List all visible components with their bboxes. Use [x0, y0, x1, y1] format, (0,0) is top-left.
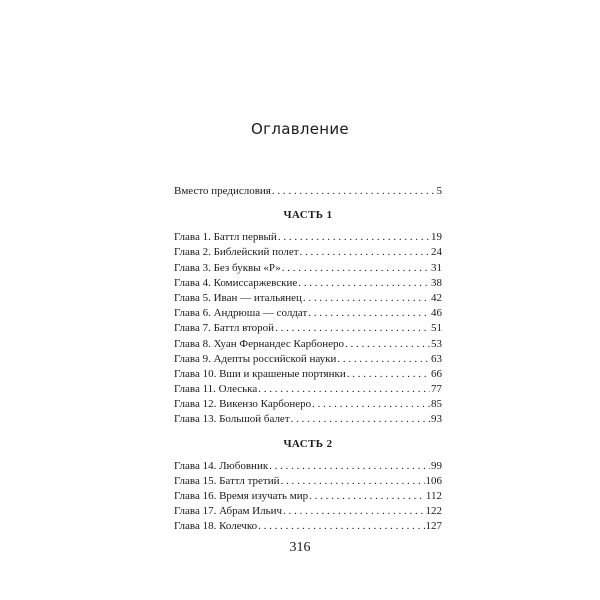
toc-entry	[174, 504, 442, 519]
dot-leader	[272, 184, 436, 199]
toc-entry-page: 24	[431, 246, 442, 259]
toc-entry-page: 106	[425, 474, 442, 487]
toc-entry	[174, 474, 442, 489]
toc-entry-page: 63	[431, 352, 442, 365]
dot-leader	[308, 306, 430, 321]
toc-entry-label: Глава 13. Большой балет	[174, 413, 290, 426]
toc-entry-label: Глава 16. Время изучать мир	[174, 490, 309, 502]
toc-entry-page: 85	[431, 398, 442, 411]
toc-entry-page: 46	[431, 307, 442, 320]
toc-entry-label: Глава 8. Хуан Фернандес Карбонеро	[174, 337, 344, 350]
toc-entry-page: 66	[431, 367, 442, 380]
dot-leader	[345, 337, 430, 352]
dot-leader	[347, 367, 430, 382]
toc-entry	[174, 489, 442, 504]
dot-leader	[312, 397, 430, 412]
toc-entry	[174, 261, 442, 276]
dot-leader	[309, 489, 425, 504]
toc-entry	[174, 276, 442, 291]
toc-entry-page: 127	[425, 520, 442, 533]
toc-entry-label: Глава 11. Олеська	[174, 383, 258, 396]
toc-entry-label: Глава 6. Андрюша — солдат	[174, 307, 308, 320]
toc-entry	[174, 352, 442, 367]
toc-entry	[174, 230, 442, 245]
toc-entry-page: 122	[425, 505, 442, 518]
toc-entry-label: Глава 12. Викензо Карбонеро	[174, 398, 312, 411]
dot-leader	[303, 291, 430, 306]
toc-entry-page: 31	[431, 261, 442, 274]
dot-leader	[283, 504, 424, 519]
toc-entry-page: 19	[431, 231, 442, 244]
dot-leader	[275, 321, 430, 336]
toc-entry-label: Глава 14. Любовник	[174, 459, 269, 472]
table-of-contents	[174, 184, 442, 535]
toc-entry	[174, 397, 442, 412]
toc-entry-page: 38	[431, 276, 442, 289]
toc-entry-page: 5	[436, 185, 442, 197]
toc-entry-label: Глава 1. Баттл первый	[174, 231, 277, 244]
toc-entry-label: Глава 2. Библейский полет	[174, 246, 299, 259]
toc-entry	[174, 306, 442, 321]
dot-leader	[280, 474, 424, 489]
dot-leader	[258, 519, 424, 534]
toc-entry	[174, 367, 442, 382]
toc-entry-label: Вместо предисловия	[174, 185, 271, 197]
dot-leader	[291, 412, 430, 427]
toc-entry-label: Глава 3. Без буквы «Р»	[174, 261, 281, 274]
toc-entry-page: 51	[431, 322, 442, 335]
toc-entry	[174, 291, 442, 306]
toc-entry-label: Глава 7. Баттл второй	[174, 322, 275, 335]
dot-leader	[300, 245, 430, 260]
toc-entry-page: 42	[431, 291, 442, 304]
toc-entry-page: 77	[431, 383, 442, 396]
toc-entry	[174, 459, 442, 474]
toc-entry	[174, 245, 442, 260]
toc-entry-label: Глава 5. Иван — итальянец	[174, 291, 302, 304]
toc-entry-label: Глава 4. Комиссаржевские	[174, 276, 298, 289]
dot-leader	[282, 261, 430, 276]
dot-leader	[298, 276, 430, 291]
toc-entry-label: Глава 10. Вши и крашеные портянки	[174, 367, 346, 380]
dot-leader	[337, 352, 430, 367]
toc-entry-label: Глава 15. Баттл третий	[174, 474, 280, 487]
dot-leader	[269, 459, 430, 474]
toc-entry-page: 53	[431, 337, 442, 350]
dot-leader	[278, 230, 430, 245]
page-title: Оглавление	[251, 120, 349, 138]
toc-entry-label: Глава 9. Адепты российской науки	[174, 352, 337, 365]
toc-entry-page: 112	[425, 490, 442, 502]
toc-entry-page: 93	[431, 413, 442, 426]
toc-entry	[174, 519, 442, 534]
toc-entry	[174, 412, 442, 427]
page-number: 316	[289, 540, 311, 555]
part-heading: ЧАСТЬ 2	[283, 437, 333, 450]
toc-entry	[174, 321, 442, 336]
toc-entry	[174, 337, 442, 352]
part-heading: ЧАСТЬ 1	[283, 209, 333, 222]
toc-entry-label: Глава 18. Колечко	[174, 520, 258, 533]
dot-leader	[258, 382, 430, 397]
toc-entry-page: 99	[431, 459, 442, 472]
toc-entry	[174, 382, 442, 397]
toc-entry-label: Глава 17. Абрам Ильич	[174, 505, 283, 518]
toc-entry-preface	[174, 184, 442, 199]
